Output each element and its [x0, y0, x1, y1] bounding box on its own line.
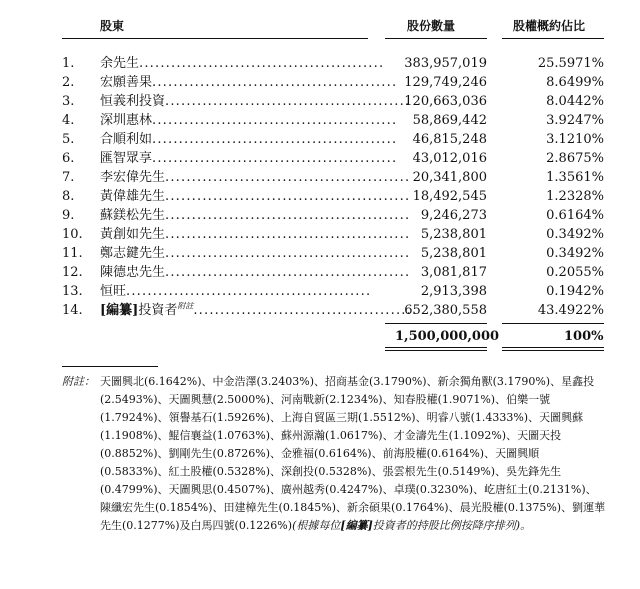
table-row [0, 187, 640, 206]
row-number: 2. [62, 75, 75, 90]
row-number: 4. [62, 113, 75, 128]
share-count: 46,815,248 [412, 132, 487, 147]
shareholder-name: 余先生.............................................. [100, 56, 385, 71]
share-percent: 25.5971% [537, 56, 604, 71]
share-count: 652,380,558 [404, 303, 487, 318]
shareholder-name: [編纂]投資者$^{附註}$.......................................... [100, 301, 418, 318]
share-count: 5,238,801 [420, 246, 487, 261]
share-percent: 0.2055% [546, 265, 604, 280]
share-percent: 1.3561% [546, 170, 604, 185]
table-row [0, 263, 640, 282]
shareholder-name: 恒旺.............................................. [100, 284, 372, 299]
row-number: 10. [62, 227, 83, 242]
table-row [0, 282, 640, 301]
share-percent: 0.6164% [546, 208, 604, 223]
total-top-rule-percent [502, 323, 604, 324]
share-percent: 0.1942% [546, 284, 604, 299]
total-bottom-rule-percent-2 [502, 350, 604, 351]
footnote-label: 附註： [62, 375, 95, 388]
table-row [0, 301, 640, 320]
header-percent: 股權概約佔比 [513, 19, 586, 33]
shareholder-name: 宏願善果.............................................. [100, 75, 398, 90]
header-shareholder: 股東 [100, 19, 125, 33]
row-number: 6. [62, 151, 75, 166]
share-percent: 2.8675% [546, 151, 604, 166]
shareholder-name: 恒義利投資.............................................. [100, 94, 411, 109]
row-number: 11. [62, 246, 83, 261]
row-number: 8. [62, 189, 75, 204]
table-row [0, 244, 640, 263]
share-count: 3,081,817 [420, 265, 487, 280]
share-count: 20,341,800 [412, 170, 487, 185]
shareholder-name: 深圳惠林.............................................. [100, 113, 398, 128]
share-count: 5,238,801 [420, 227, 487, 242]
row-number: 5. [62, 132, 75, 147]
shareholder-name: 李宏偉先生.............................................. [100, 170, 411, 185]
footnote-ref: 附註 [177, 301, 194, 311]
shareholder-name: 鄭志鍵先生.............................................. [100, 246, 411, 261]
table-row [0, 149, 640, 168]
table-row [0, 73, 640, 92]
share-count: 9,246,273 [420, 208, 487, 223]
table-row [0, 168, 640, 187]
footnote-rule [62, 366, 158, 367]
row-number: 12. [62, 265, 83, 280]
row-number: 3. [62, 94, 75, 109]
share-percent: 0.3492% [546, 227, 604, 242]
table-row [0, 225, 640, 244]
header-rule-shareholder [62, 38, 368, 39]
share-count: 120,663,036 [404, 94, 487, 109]
share-count: 383,957,019 [404, 56, 487, 71]
table-row [0, 206, 640, 225]
share-percent: 3.9247% [546, 113, 604, 128]
shareholder-name: 匯智眾享.............................................. [100, 151, 398, 166]
shareholder-name: 蘇鎂松先生.............................................. [100, 208, 411, 223]
total-bottom-rule-percent-1 [502, 347, 604, 348]
share-count: 58,869,442 [412, 113, 487, 128]
table-row [0, 92, 640, 111]
shareholder-name: 陳德忠先生.............................................. [100, 265, 411, 280]
total-bottom-rule-shares-2 [385, 350, 487, 351]
shareholder-name: 黃偉雄先生.............................................. [100, 189, 411, 204]
row-number: 14. [62, 303, 83, 318]
row-number: 13. [62, 284, 83, 299]
total-shares: 1,500,000,000 [395, 329, 500, 344]
row-number: 9. [62, 208, 75, 223]
header-shares: 股份數量 [407, 19, 456, 33]
header-rule-percent [502, 38, 604, 39]
redacted-bracket: [編纂] [100, 303, 139, 318]
row-number: 7. [62, 170, 75, 185]
share-percent: 8.6499% [546, 75, 604, 90]
table-row [0, 111, 640, 130]
footnote-text: 天圖興北(6.1642%)、中金浩澤(3.2403%)、招商基金(3.1790%)、新余獨角獸(3.1790%)、星鑫投(2.5493%)、天圖興慧(2.5000%)、河南戰新(2.1234%)、知春股權(1.9071%)、伯樂一號(1.7924%)、領譽基石(1.5926%)、上海自貿區三期(1.5512%)、明睿八號(1.4333%)、天圖興蘇(1.1908%)、鯤信襄益(1.0763%)、蘇州源瀚(1.0617%)、才金濤先生(1.1092%)、天圖天投(0.8852%)、劉剛先生(0.8726%)、金雅福(0.6164%)、前海股權(0.6164%)、天圖興順(0.5833%)、紅土股權(0.5328%)、深創投(0.5328%)、張雲根先生(0.5149%)、吳先鋒先生(0.4799%)、天圖興思(0.4507%)、廣州越秀(0.4247%)、卓璞(0.3230%)、屹唐紅土(0.2131%)、陳纖宏先生(0.1854%)、田建樟先生(0.1845%)、新余碩果(0.1764%)、晨光股權(0.1375%)、劉運華先生(0.1277%)及白馬四號(0.1226%)(根據每位[編纂]投資者的持股比例按降序排列)。 [100, 375, 606, 532]
total-bottom-rule-shares-1 [385, 347, 487, 348]
share-percent: 3.1210% [546, 132, 604, 147]
share-count: 2,913,398 [420, 284, 487, 299]
share-count: 129,749,246 [404, 75, 487, 90]
share-percent: 8.0442% [546, 94, 604, 109]
share-percent: 43.4922% [537, 303, 604, 318]
share-percent: 1.2328% [546, 189, 604, 204]
table-row [0, 130, 640, 149]
table-row [0, 54, 640, 73]
row-number: 1. [62, 56, 75, 71]
share-count: 43,012,016 [412, 151, 487, 166]
shareholder-name: 合順利如.............................................. [100, 132, 398, 147]
total-percent: 100% [564, 329, 604, 344]
header-rule-shares [385, 38, 487, 39]
total-top-rule-shares [385, 323, 487, 324]
shareholder-name: 黃創如先生.............................................. [100, 227, 411, 242]
share-count: 18,492,545 [412, 189, 487, 204]
share-percent: 0.3492% [546, 246, 604, 261]
